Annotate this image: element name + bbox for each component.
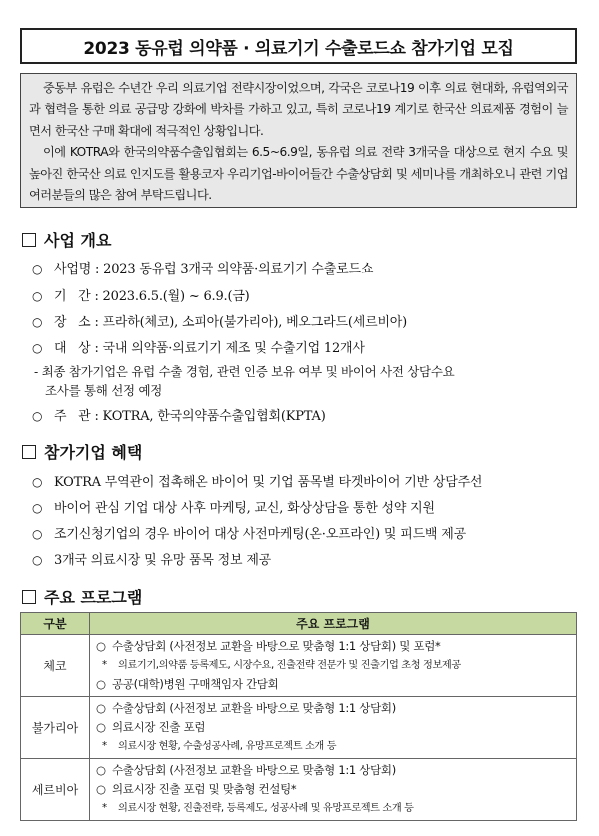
program-table — [20, 612, 577, 821]
item-bullet: ○ — [96, 701, 106, 715]
program-sub-note — [96, 737, 570, 756]
square-bullet-icon — [22, 445, 36, 459]
selection-note-line-1: - 최종 참가기업은 유럽 수출 경험, 관련 인증 보유 여부 및 바이어 사전 상담수요 — [34, 364, 455, 379]
item-text: 의료시장 진출 포럼 및 맞춤형 컨설팅* — [112, 782, 297, 796]
item-bullet: ○ — [96, 720, 106, 734]
country-cell: 세르비아 — [21, 759, 90, 821]
item-bullet: * — [102, 803, 107, 814]
program-items-cell — [90, 635, 577, 697]
intro-box — [20, 73, 577, 208]
table-row — [21, 759, 577, 821]
country-cell: 불가리아 — [21, 697, 90, 759]
overview-item-period: ○ 기 간 : 2023.6.5.(월) ~ 6.9.(금) — [32, 289, 250, 304]
program-item — [96, 637, 570, 656]
program-items-cell — [90, 697, 577, 759]
program-sub-note — [96, 656, 570, 675]
program-item — [96, 699, 570, 718]
overview-item-name: ○ 사업명 : 2023 동유럽 3개국 의약품·의료기기 수출로드쇼 — [32, 262, 374, 277]
item-bullet: ○ — [96, 639, 106, 653]
program-item — [96, 761, 570, 780]
item-bullet: ○ — [96, 782, 106, 796]
overview-item-target: ○ 대 상 : 국내 의약품·의료기기 제조 및 수출기업 12개사 — [32, 341, 365, 356]
square-bullet-icon — [22, 233, 36, 247]
item-bullet: * — [102, 660, 107, 671]
benefit-item-4: ○ 3개국 의료시장 및 유망 품목 정보 제공 — [32, 553, 272, 568]
item-text: 수출상담회 (사전정보 교환을 바탕으로 맞춤형 1:1 상담회) — [112, 763, 396, 777]
item-bullet: * — [102, 741, 107, 752]
item-text: 의료기기,의약품 등록제도, 시장수요, 진출전략 전문가 및 진출기업 초청 정보제공 — [118, 660, 461, 671]
document-title-box — [20, 28, 577, 64]
benefit-item-3: ○ 조기신청기업의 경우 바이어 대상 사전마케팅(온·오프라인) 및 피드백 제공 — [32, 527, 466, 542]
program-item — [96, 780, 570, 799]
selection-note-line-2: 조사를 통해 선정 예정 — [34, 383, 163, 398]
intro-paragraph-1: 중동부 유럽은 수년간 우리 의료기업 전략시장이었으며, 각국은 코로나19 이후 의료 현대화, 유럽역외국과 협력을 통한 의료 공급망 강화에 박차를 가하고 있고, 특히 코로나19 계기로 한국산 의료제품 경험이 늘면서 한국산 구매 확대에 적극적인 상황입니다. — [29, 81, 568, 138]
document-title: 2023 동유럽 의약품 · 의료기기 수출로드쇼 참가기업 모집 — [83, 38, 514, 59]
country-cell: 체코 — [21, 635, 90, 697]
header-programs: 주요 프로그램 — [90, 613, 577, 635]
item-text: 의료시장 현황, 진출전략, 등록제도, 성공사례 및 유망프로젝트 소개 등 — [118, 803, 414, 814]
overview-item-place: ○ 장 소 : 프라하(체코), 소피아(불가리아), 베오그라드(세르비아) — [32, 315, 408, 330]
table-row — [21, 697, 577, 759]
item-text: 수출상담회 (사전정보 교환을 바탕으로 맞춤형 1:1 상담회) — [112, 701, 396, 715]
section-heading-programs: 주요 프로그램 — [22, 585, 142, 608]
item-text: 공공(대학)병원 구매책임자 간담회 — [112, 677, 279, 691]
header-division: 구분 — [21, 613, 90, 635]
item-bullet: ○ — [96, 677, 106, 691]
benefit-item-2: ○ 바이어 관심 기업 대상 사후 마케팅, 교신, 화상상담을 통한 성약 지원 — [32, 501, 435, 516]
table-row — [21, 635, 577, 697]
item-text: 수출상담회 (사전정보 교환을 바탕으로 맞춤형 1:1 상담회) 및 포럼* — [112, 639, 441, 653]
item-bullet: ○ — [96, 763, 106, 777]
section-heading-overview: 사업 개요 — [22, 228, 111, 251]
item-text: 의료시장 진출 포럼 — [112, 720, 206, 734]
section-heading-benefits: 참가기업 혜택 — [22, 440, 142, 463]
program-item — [96, 718, 570, 737]
intro-paragraph-2: 이에 KOTRA와 한국의약품수출입협회는 6.5~6.9일, 동유럽 의료 전략 3개국을 대상으로 현지 수요 및 높아진 한국산 의료 인지도를 활용코자 우리기업-바이어들간 수출상담회 및 세미나를 개최하오니 관련 기업 여러분들의 많은 참여 부탁드립니다. — [29, 145, 568, 203]
item-text: 의료시장 현황, 수출성공사례, 유망프로젝트 소개 등 — [118, 741, 337, 752]
square-bullet-icon — [22, 590, 36, 604]
program-sub-note — [96, 799, 570, 818]
overview-item-organizer: ○ 주 관 : KOTRA, 한국의약품수출입협회(KPTA) — [32, 409, 326, 424]
benefit-item-1: ○ KOTRA 무역관이 접촉해온 바이어 및 기업 품목별 타겟바이어 기반 상담주선 — [32, 475, 483, 490]
program-table-header — [21, 613, 577, 635]
program-item — [96, 675, 570, 694]
program-items-cell — [90, 759, 577, 821]
